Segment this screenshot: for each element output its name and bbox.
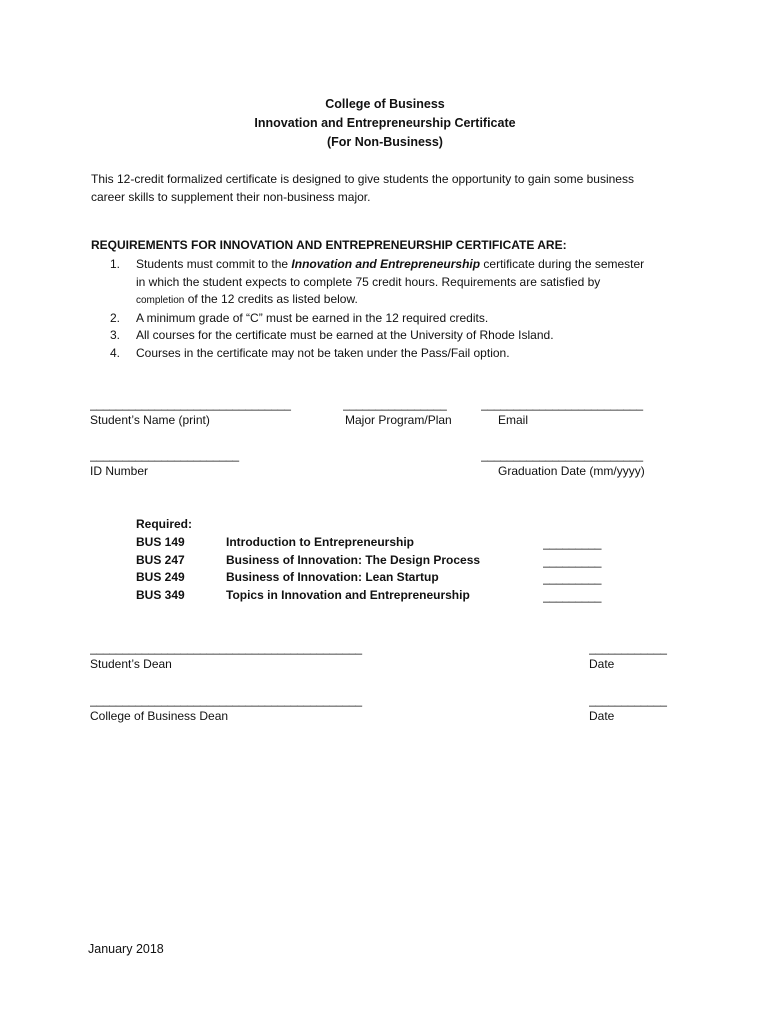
college-dean-label: College of Business Dean [90,709,229,723]
course-completion-line[interactable]: _________ [543,554,602,568]
email-line[interactable]: _________________________ [481,397,643,411]
students-dean-date-label: Date [589,657,615,671]
course-title: Business of Innovation: Lean Startup [226,570,439,584]
graduation-date-line[interactable]: _________________________ [481,448,643,462]
college-dean-date-line[interactable]: ____________ [589,693,667,707]
course-completion-line[interactable]: _________ [543,571,602,585]
id-number-label: ID Number [90,464,149,478]
requirements-heading: REQUIREMENTS FOR INNOVATION AND ENTREPRENEURSHIP CERTIFICATE ARE: [91,238,567,252]
requirement-text: Courses in the certificate may not be taken under the Pass/Fail option. [136,345,510,360]
requirement-number: 4. [110,345,121,360]
requirement-item [110,310,680,328]
requirement-number: 1. [110,257,121,271]
document-title [0,95,770,152]
required-label: Required: [136,517,193,531]
course-code: BUS 349 [136,588,185,602]
course-code: BUS 249 [136,570,185,584]
students-dean-date-line[interactable]: ____________ [589,641,667,655]
requirement-text: A minimum grade of “C” must be earned in the 12 required credits. [136,310,489,325]
title-line-college: College of Business [325,97,445,111]
course-code: BUS 149 [136,535,185,549]
requirement-item [110,327,680,345]
certificate-name-emphasis: Innovation and Entrepreneurship [291,257,481,271]
students-dean-signature-line[interactable]: __________________________________________ [90,641,362,655]
requirement-text: Students must commit to the [136,257,292,271]
requirement-text: All courses for the certificate must be earned at the University of Rhode Island. [136,328,554,342]
student-name-line[interactable]: _______________________________ [90,397,291,411]
graduation-date-label: Graduation Date (mm/yyyy) [498,464,645,478]
course-code: BUS 247 [136,553,185,567]
intro-paragraph [91,170,691,206]
intro-line-2: career skills to supplement their non-business major. [91,190,371,204]
major-program-label: Major Program/Plan [345,413,452,427]
requirement-text: of the 12 credits as listed below. [184,292,358,306]
course-completion-line[interactable]: _________ [543,589,602,603]
footer-date: January 2018 [88,942,164,956]
course-title: Introduction to Entrepreneurship [226,535,414,549]
major-program-line[interactable]: ________________ [343,397,447,411]
student-name-label: Student’s Name (print) [90,413,210,427]
title-line-certificate: Innovation and Entrepreneurship Certificate [254,116,516,130]
students-dean-label: Student’s Dean [90,657,172,671]
requirement-number: 2. [110,310,121,325]
course-title: Topics in Innovation and Entrepreneurship [226,588,470,602]
email-label: Email [498,413,529,427]
requirements-list [110,256,680,362]
intro-line-1: This 12-credit formalized certificate is designed to give students the opportunity to gain some business [91,172,634,186]
requirement-text: in which the student expects to complete 75 credit hours. Requirements are satisfied by [136,274,601,289]
id-number-line[interactable]: _______________________ [90,448,239,462]
title-line-audience: (For Non-Business) [327,135,443,149]
college-dean-signature-line[interactable]: __________________________________________ [90,693,362,707]
requirement-item [110,256,680,310]
course-title: Business of Innovation: The Design Process [226,553,481,567]
requirement-text: completion [136,295,185,306]
requirement-text: certificate during the semester [480,257,645,271]
requirement-item [110,345,680,363]
requirement-number: 3. [110,328,121,342]
college-dean-date-label: Date [589,709,615,723]
course-completion-line[interactable]: _________ [543,536,602,550]
